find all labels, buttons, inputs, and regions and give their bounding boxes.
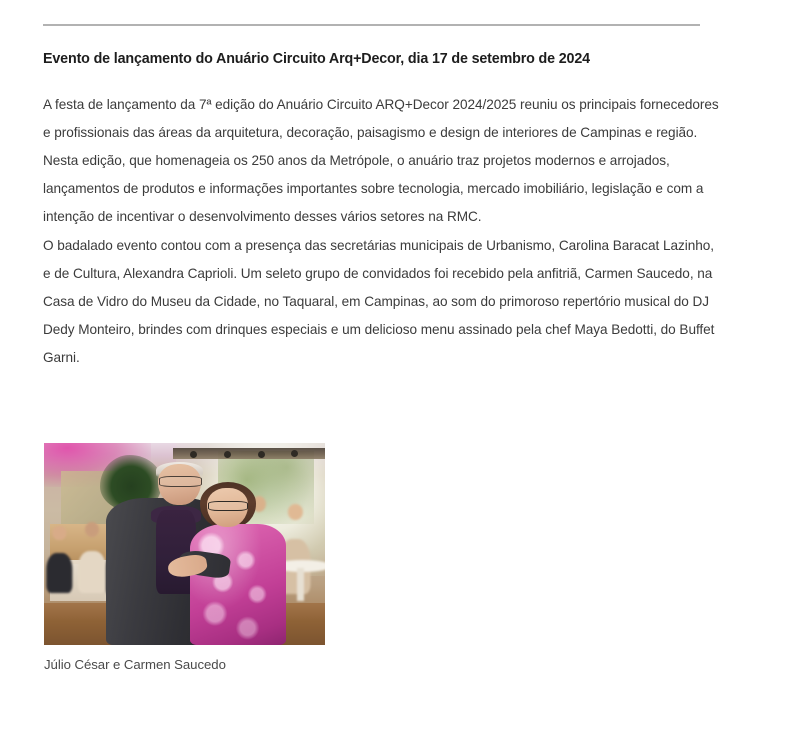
photo-woman-glasses [208, 501, 248, 511]
article-paragraph-2: Nesta edição, que homenageia os 250 anos da Metrópole, o anuário traz projetos modernos e arrojados, lançamentos de produtos e informações importantes sobre tecnologia, mercado imobiliário, legislação e com a intenção de incentivar o desenvolvimento desses vários setores na RMC. [43, 152, 704, 225]
photo-foreground-couple [44, 443, 325, 645]
event-photograph [44, 443, 325, 645]
photo-man-glasses [159, 476, 202, 486]
top-divider-rule [43, 24, 700, 26]
article-body [43, 91, 733, 373]
photo-woman-dress-pattern [190, 524, 286, 645]
article-paragraph-1: A festa de lançamento da 7ª edição do Anuário Circuito ARQ+Decor 2024/2025 reuniu os principais fornecedores e profissionais das áreas da arquitetura, decoração, paisagismo e design de interiores de Campinas e região. [43, 96, 719, 140]
event-photo-figure [44, 443, 325, 673]
photo-caption: Júlio César e Carmen Saucedo [44, 657, 226, 672]
article-paragraph-3: O badalado evento contou com a presença das secretárias municipais de Urbanismo, Carolina Baracat Lazinho, e de Cultura, Alexandra Caprioli. Um seleto grupo de convidados foi recebido pela anfitriã, Carmen Saucedo, na Casa de Vidro do Museu da Cidade, no Taquaral, em Campinas, ao som do primoroso repertório musical do DJ Dedy Monteiro, brindes com drinques especiais e um delicioso menu assinado pela chef Maya Bedotti, do Buffet Garni. [43, 237, 715, 366]
article [43, 50, 733, 373]
page-title: Evento de lançamento do Anuário Circuito Arq+Decor, dia 17 de setembro de 2024 [43, 51, 590, 67]
